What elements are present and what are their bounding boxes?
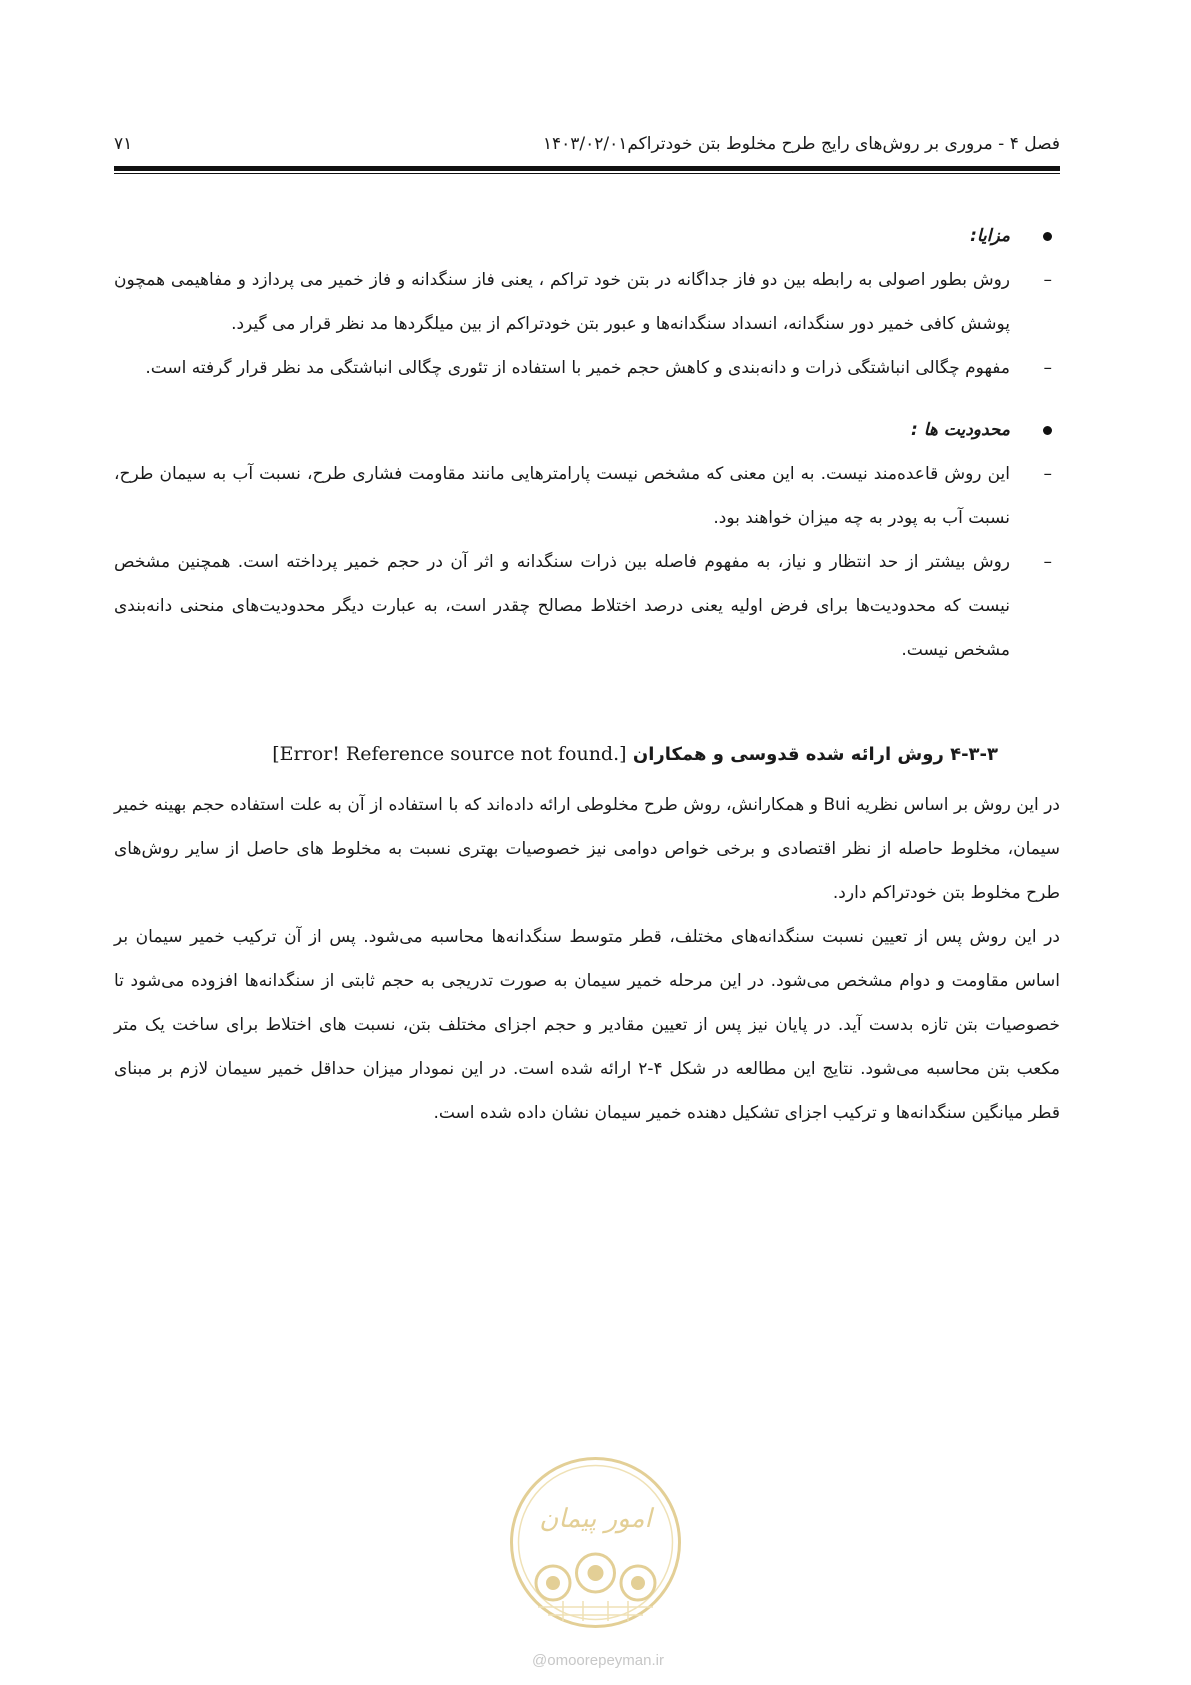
dash-marker: – <box>1043 270 1052 290</box>
header-divider <box>114 166 1060 171</box>
page-number: ۷۱ <box>114 134 133 154</box>
watermark-url: @omoorepeyman.ir <box>532 1652 664 1669</box>
page-body <box>114 214 1060 1135</box>
advantage-item-text: روش بطور اصولی به رابطه بین دو فاز جداگانه در بتن خود تراکم ، یعنی فاز سنگدانه و فاز خمیر می پردازد و مفاهیمی همچون پوشش کافی خمیر دور سنگدانه، انسداد سنگدانه‌ها و عبور بتن خودتراکم از بین میلگردها مد نظر قرار می گیرد. <box>114 270 1010 334</box>
advantage-item <box>114 258 1060 346</box>
watermark-logo-text: امور پیمان <box>539 1504 652 1534</box>
body-paragraph: در این روش بر اساس نظریه Bui و همکارانش، روش طرح مخلوطی ارائه داده‌اند که با استفاده از آن به علت استفاده حجم بهینه خمیر سیمان، مخلوط حاصله از نظر اقتصادی و برخی خواص دوامی نیز خصوصیات بهتری نسبت به مخلوط های حاصل از سایر روش‌های طرح مخلوط بتن خودتراکم دارد. <box>114 795 1061 903</box>
limitation-item <box>114 452 1060 540</box>
section-heading <box>114 732 1060 777</box>
broken-reference[interactable]: [Error! Reference source not found.] <box>272 743 627 765</box>
limitation-item-text: روش بیشتر از حد انتظار و نیاز، به مفهوم فاصله بین ذرات سنگدانه و اثر آن در حجم خمیر پرداخته است. همچنین مشخص نیست که محدودیت‌ها برای فرض اولیه یعنی درصد اختلاط مصالح چقدر است، به عبارت دیگر محدودیت‌های منحنی دانه‌بندی مشخص نیست. <box>114 552 1010 660</box>
advantages-heading: مزایا: <box>114 214 1060 258</box>
section-number: ۴-۳-۳ <box>950 744 998 765</box>
limitation-item <box>114 540 1060 672</box>
dash-marker: – <box>1043 464 1052 484</box>
limitations-heading: محدودیت ها : <box>114 408 1060 452</box>
section-title: روش ارائه شده قدوسی و همکاران <box>632 744 944 765</box>
advantage-item-text: مفهوم چگالی انباشتگی ذرات و دانه‌بندی و کاهش حجم خمیر با استفاده از تئوری چگالی انباشتگی مد نظر قرار گرفته است. <box>145 358 1010 378</box>
dash-marker: – <box>1043 358 1052 378</box>
page-header <box>114 132 1060 156</box>
header-divider-thin <box>114 173 1060 174</box>
body-paragraph: در این روش پس از تعیین نسبت سنگدانه‌های مختلف، قطر متوسط سنگدانه‌ها محاسبه می‌شود. پس از آن ترکیب خمیر سیمان بر اساس مقاومت و دوام مشخص می‌شود. در این مرحله خمیر سیمان به صورت تدریجی به حجم ثابتی از سنگدانه‌ها افزوده می‌شود تا خصوصیات بتن تازه بدست آید. در پایان نیز پس از تعیین مقادیر و حجم اجزای مختلف بتن، نسبت های اختلاط برای ساخت یک متر مکعب بتن محاسبه می‌شود. نتایج این مطالعه در شکل ۴-۲ ارائه شده است. در این نمودار میزان حداقل خمیر سیمان لازم بر مبنای قطر میانگین سنگدانه‌ها و ترکیب اجزای تشکیل دهنده خمیر سیمان نشان داده شده است. <box>114 927 1060 1123</box>
dash-marker: – <box>1043 552 1052 572</box>
limitation-item-text: این روش قاعده‌مند نیست. به این معنی که مشخص نیست پارامترهایی مانند مقاومت فشاری طرح، نسبت آب به سیمان طرح، نسبت آب به پودر به چه میزان خواهند بود. <box>114 464 1010 528</box>
chapter-title: فصل ۴ - مروری بر روش‌های رایج طرح مخلوط بتن خودتراکم۱۴۰۳/۰۲/۰۱ <box>542 134 1060 154</box>
watermark-logo <box>508 1455 683 1630</box>
advantage-item <box>114 346 1060 390</box>
